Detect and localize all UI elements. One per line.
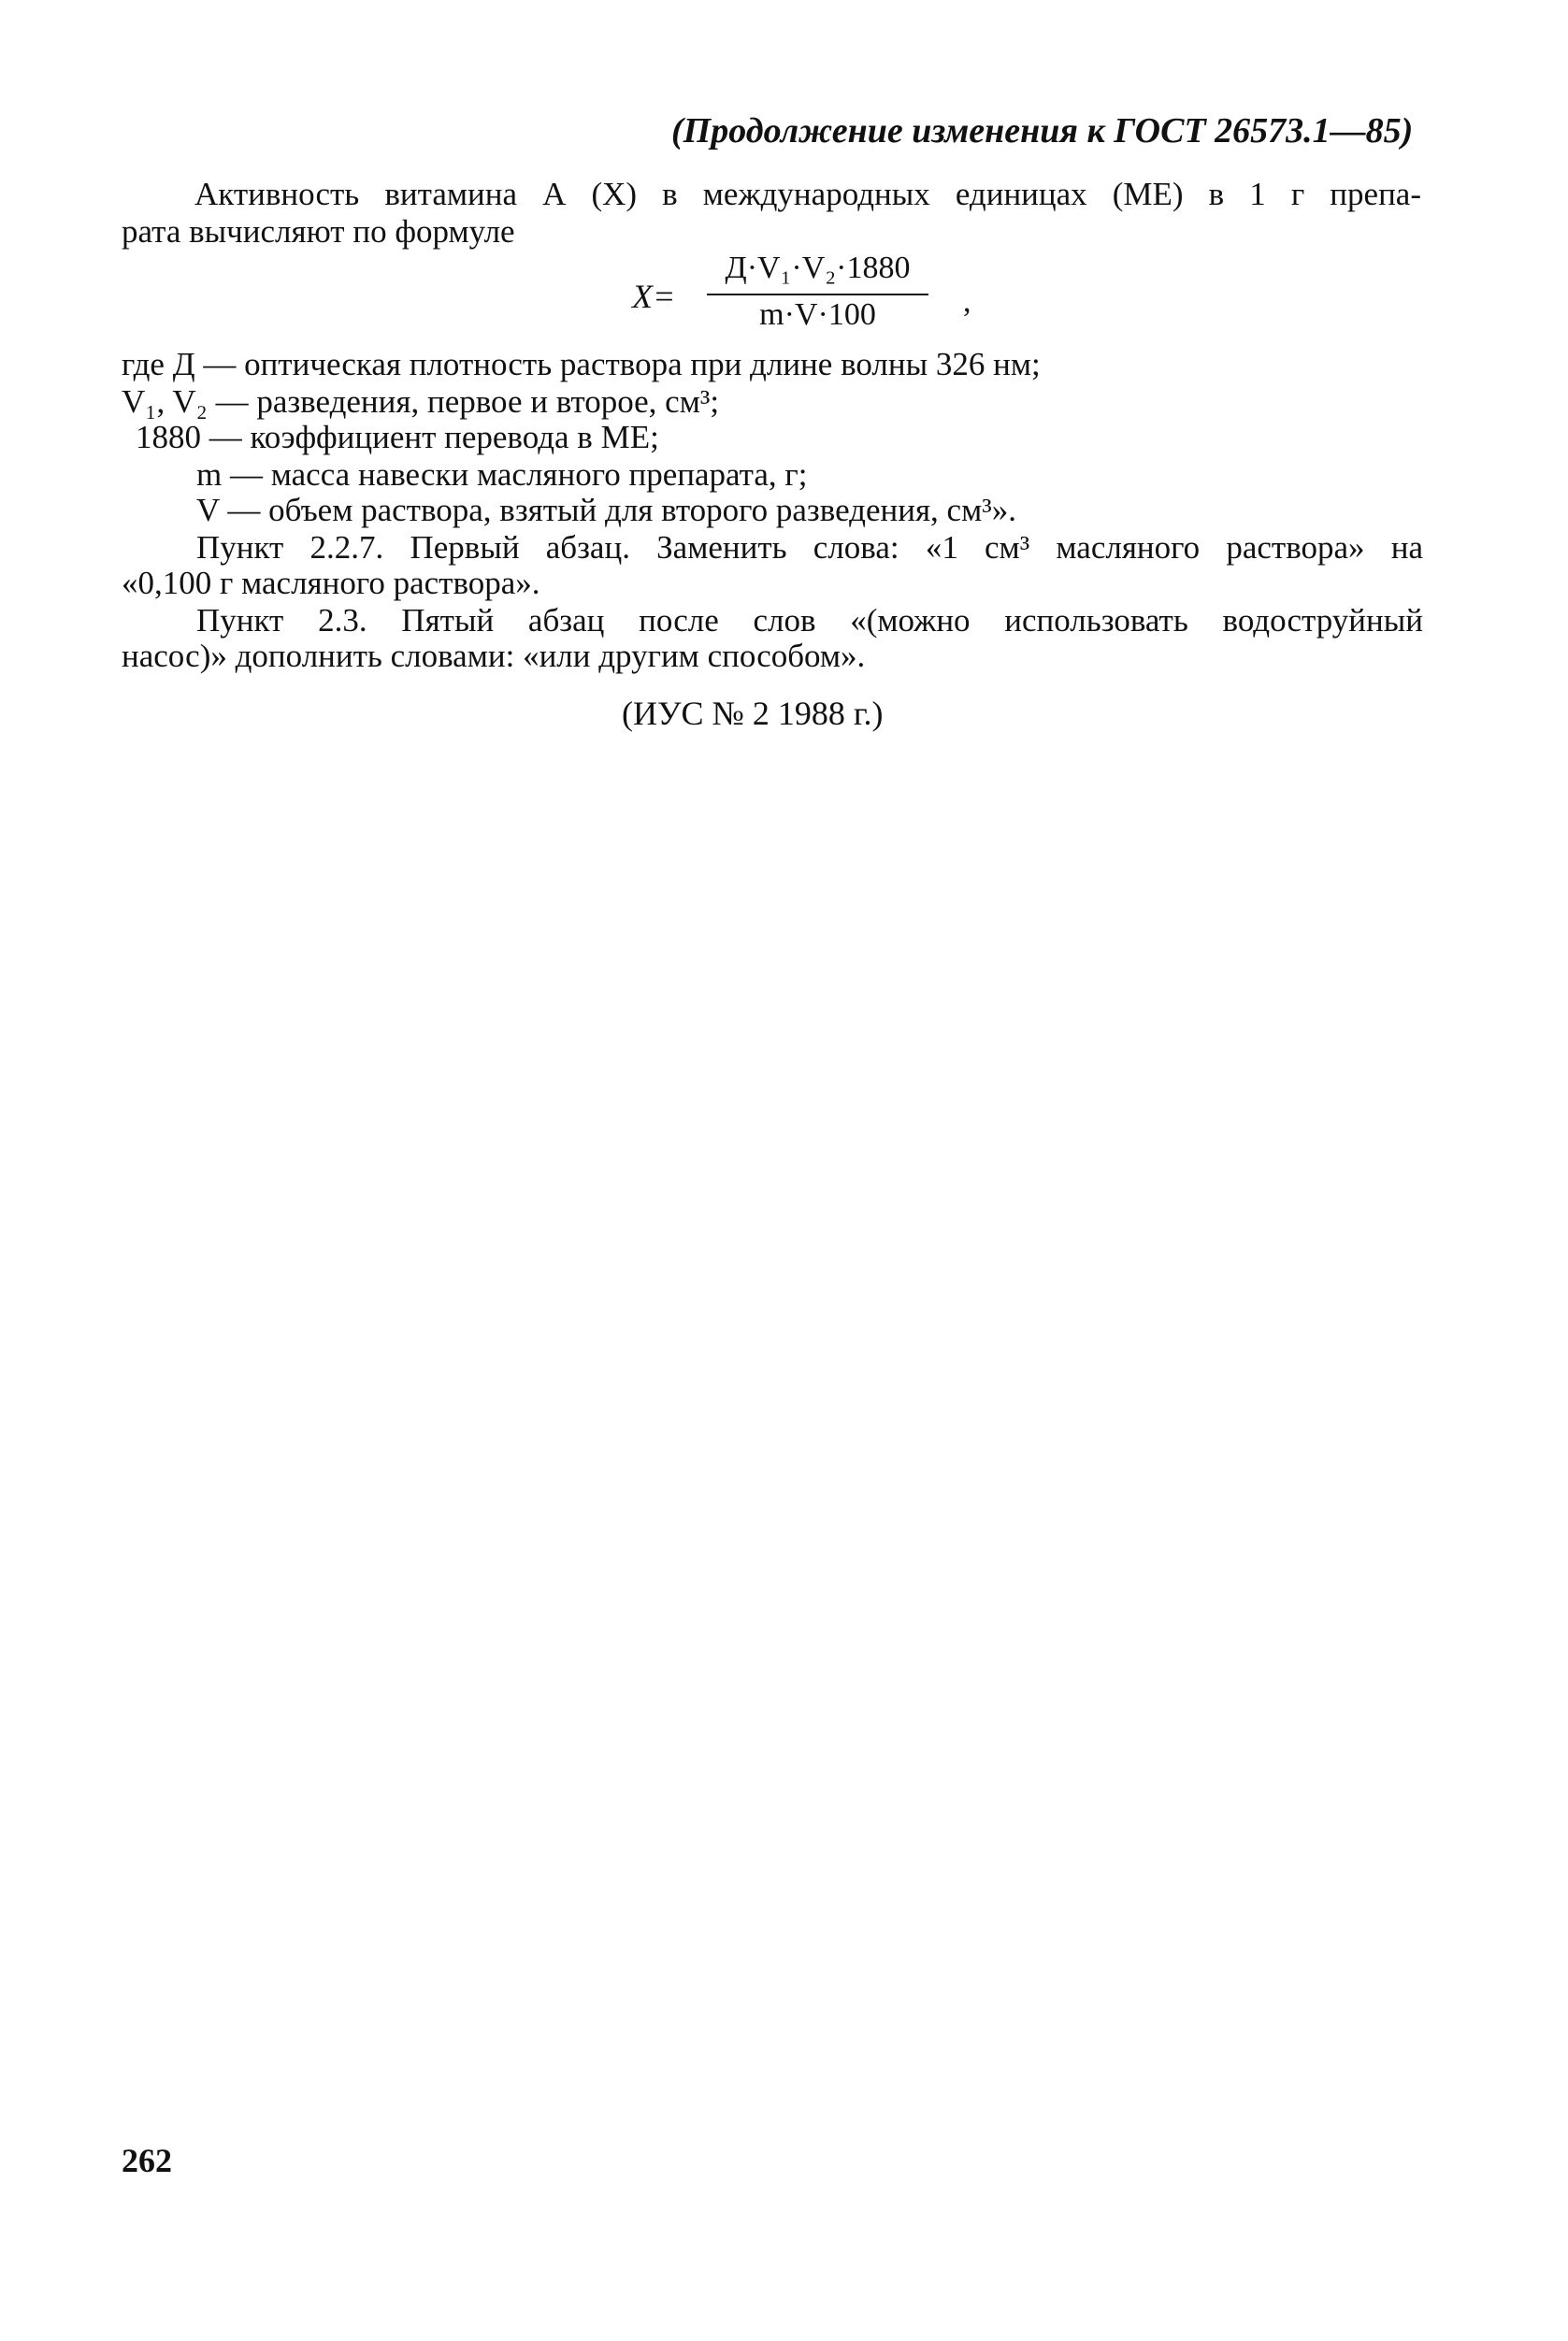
definition-v1-v2: V₁, V₂ — разведения, первое и второе, см³; (122, 383, 720, 420)
paragraph-2-2-7-line-1: Пункт 2.2.7. Первый абзац. Заменить слова: «1 см³ масляного раствора» на (196, 529, 1423, 566)
definition-d: где Д — оптическая плотность раствора при длине волны 326 нм; (122, 346, 1041, 382)
formula-denominator: m·V·100 (759, 297, 876, 332)
paragraph-2-3-line-2: насос)» дополнить словами: «или другим способом». (122, 638, 866, 674)
intro-line-2: рата вычисляют по формуле (122, 213, 515, 250)
page-number: 262 (122, 2142, 172, 2179)
paragraph-2-2-7-line-2: «0,100 г масляного раствора». (122, 565, 540, 601)
intro-line-1: Активность витамина А (X) в международных единицах (МЕ) в 1 г препа- (194, 176, 1421, 212)
definition-v: V — объем раствора, взятый для второго разведения, см³». (196, 492, 1016, 528)
formula-lhs: X= (632, 278, 676, 315)
definition-1880: 1880 — коэффициент перевода в МЕ; (136, 419, 659, 455)
source-reference: (ИУС № 2 1988 г.) (622, 695, 884, 732)
paragraph-2-3-line-1: Пункт 2.3. Пятый абзац после слов «(можно использовать водоструйный (196, 602, 1423, 639)
definition-m: m — масса навески масляного препарата, г; (196, 456, 808, 493)
amendment-header: (Продолжение изменения к ГОСТ 26573.1—85) (671, 111, 1414, 151)
vitamin-a-formula (632, 251, 1006, 344)
formula-fraction-bar (707, 294, 928, 295)
formula-numerator: Д·V₁·V₂·1880 (725, 251, 911, 285)
formula-comma: , (963, 284, 971, 319)
